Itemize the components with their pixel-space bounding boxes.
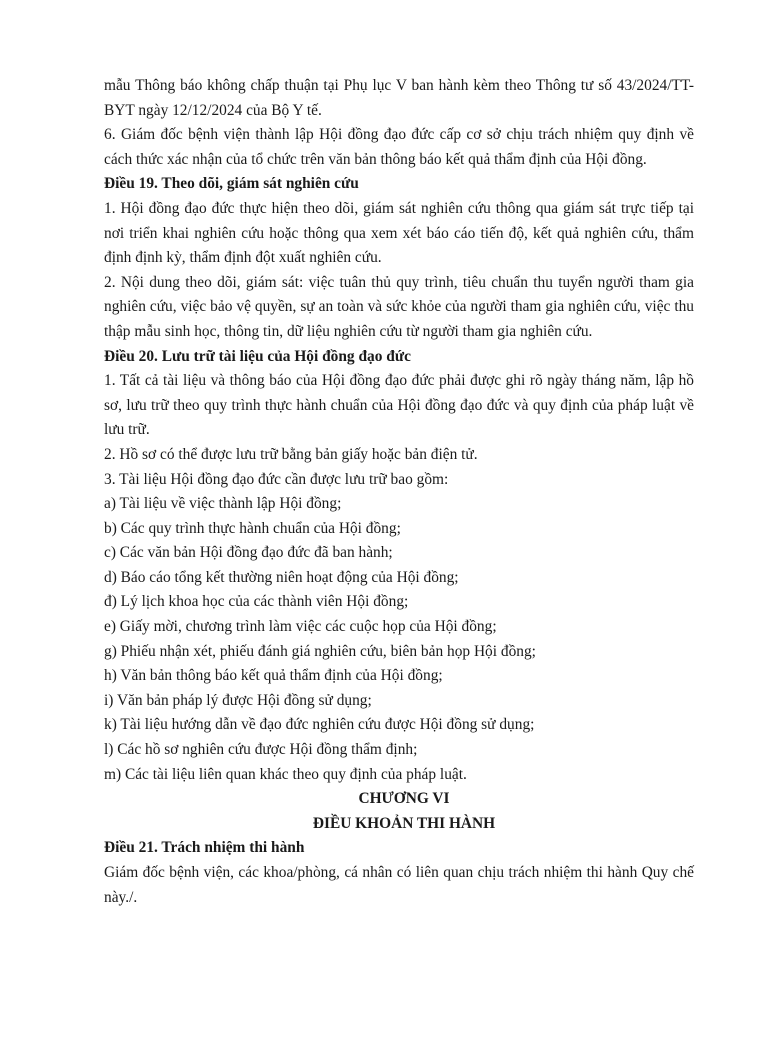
chapter-title: CHƯƠNG VI [358, 790, 450, 808]
list-item: i) Văn bản pháp lý được Hội đồng sử dụng; [104, 691, 372, 709]
article-20-section [104, 345, 694, 788]
article-20-clause-3: 3. Tài liệu Hội đồng đạo đức cần được lưu trữ bao gồm: [104, 470, 449, 488]
article-19-heading: Điều 19. Theo dõi, giám sát nghiên cứu [104, 175, 359, 193]
list-item: g) Phiếu nhận xét, phiếu đánh giá nghiên cứu, biên bản họp Hội đồng; [104, 642, 536, 660]
list-item: e) Giấy mời, chương trình làm việc các cuộc họp của Hội đồng; [104, 618, 497, 636]
list-item: a) Tài liệu về việc thành lập Hội đồng; [104, 495, 342, 513]
list-item: c) Các văn bản Hội đồng đạo đức đã ban hành; [104, 544, 393, 562]
article-19-section [104, 172, 694, 344]
list-item: l) Các hồ sơ nghiên cứu được Hội đồng thẩm định; [104, 741, 418, 759]
list-item: d) Báo cáo tổng kết thường niên hoạt động của Hội đồng; [104, 568, 459, 586]
list-item: m) Các tài liệu liên quan khác theo quy định của pháp luật. [104, 765, 467, 783]
list-item: k) Tài liệu hướng dẫn về đạo đức nghiên cứu được Hội đồng sử dụng; [104, 716, 535, 734]
article-21-section [104, 836, 694, 910]
article-19-clause-1: 1. Hội đồng đạo đức thực hiện theo dõi, giám sát nghiên cứu thông qua giám sát trực tiếp tại nơi triển khai nghiên cứu hoặc thông qua xem xét báo cáo tiến độ, kết quả nghiên cứu, thẩm định định kỳ, thẩm định đột xuất nghiên cứu. [104, 199, 694, 267]
article-21-heading: Điều 21. Trách nhiệm thi hành [104, 839, 305, 857]
document-page [104, 74, 694, 910]
continuation-paragraph: mẫu Thông báo không chấp thuận tại Phụ lục V ban hành kèm theo Thông tư số 43/2024/TT-BYT ngày 12/12/2024 của Bộ Y tế. [104, 77, 694, 119]
article-20-clause-2: 2. Hồ sơ có thể được lưu trữ bằng bản giấy hoặc bản điện tử. [104, 445, 478, 463]
list-item: b) Các quy trình thực hành chuẩn của Hội đồng; [104, 519, 401, 537]
list-item: đ) Lý lịch khoa học của các thành viên Hội đồng; [104, 593, 409, 611]
chapter-subtitle: ĐIỀU KHOẢN THI HÀNH [312, 814, 496, 832]
article-21-text: Giám đốc bệnh viện, các khoa/phòng, cá nhân có liên quan chịu trách nhiệm thi hành Quy chế này./. [104, 864, 694, 906]
chapter-heading [104, 787, 694, 836]
article-19-clause-2: 2. Nội dung theo dõi, giám sát: việc tuân thủ quy trình, tiêu chuẩn thu tuyển người tham gia nghiên cứu, việc bảo vệ quyền, sự an toàn và sức khỏe của người tham gia nghiên cứu, việc thu thập mẫu sinh học, thông tin, dữ liệu nghiên cứu từ người tham gia nghiên cứu. [104, 273, 694, 340]
article-20-clause-1: 1. Tất cả tài liệu và thông báo của Hội đồng đạo đức phải được ghi rõ ngày tháng năm, lập hồ sơ, lưu trữ theo quy trình thực hành chuẩn của Hội đồng đạo đức và quy định của pháp luật về lưu trữ. [104, 372, 694, 439]
list-item: h) Văn bản thông báo kết quả thẩm định của Hội đồng; [104, 667, 443, 685]
article-20-heading: Điều 20. Lưu trữ tài liệu của Hội đồng đạo đức [104, 347, 411, 365]
clause-6-paragraph: 6. Giám đốc bệnh viện thành lập Hội đồng đạo đức cấp cơ sở chịu trách nhiệm quy định về cách thức xác nhận của tổ chức trên văn bản thông báo kết quả thẩm định của Hội đồng. [104, 126, 694, 168]
